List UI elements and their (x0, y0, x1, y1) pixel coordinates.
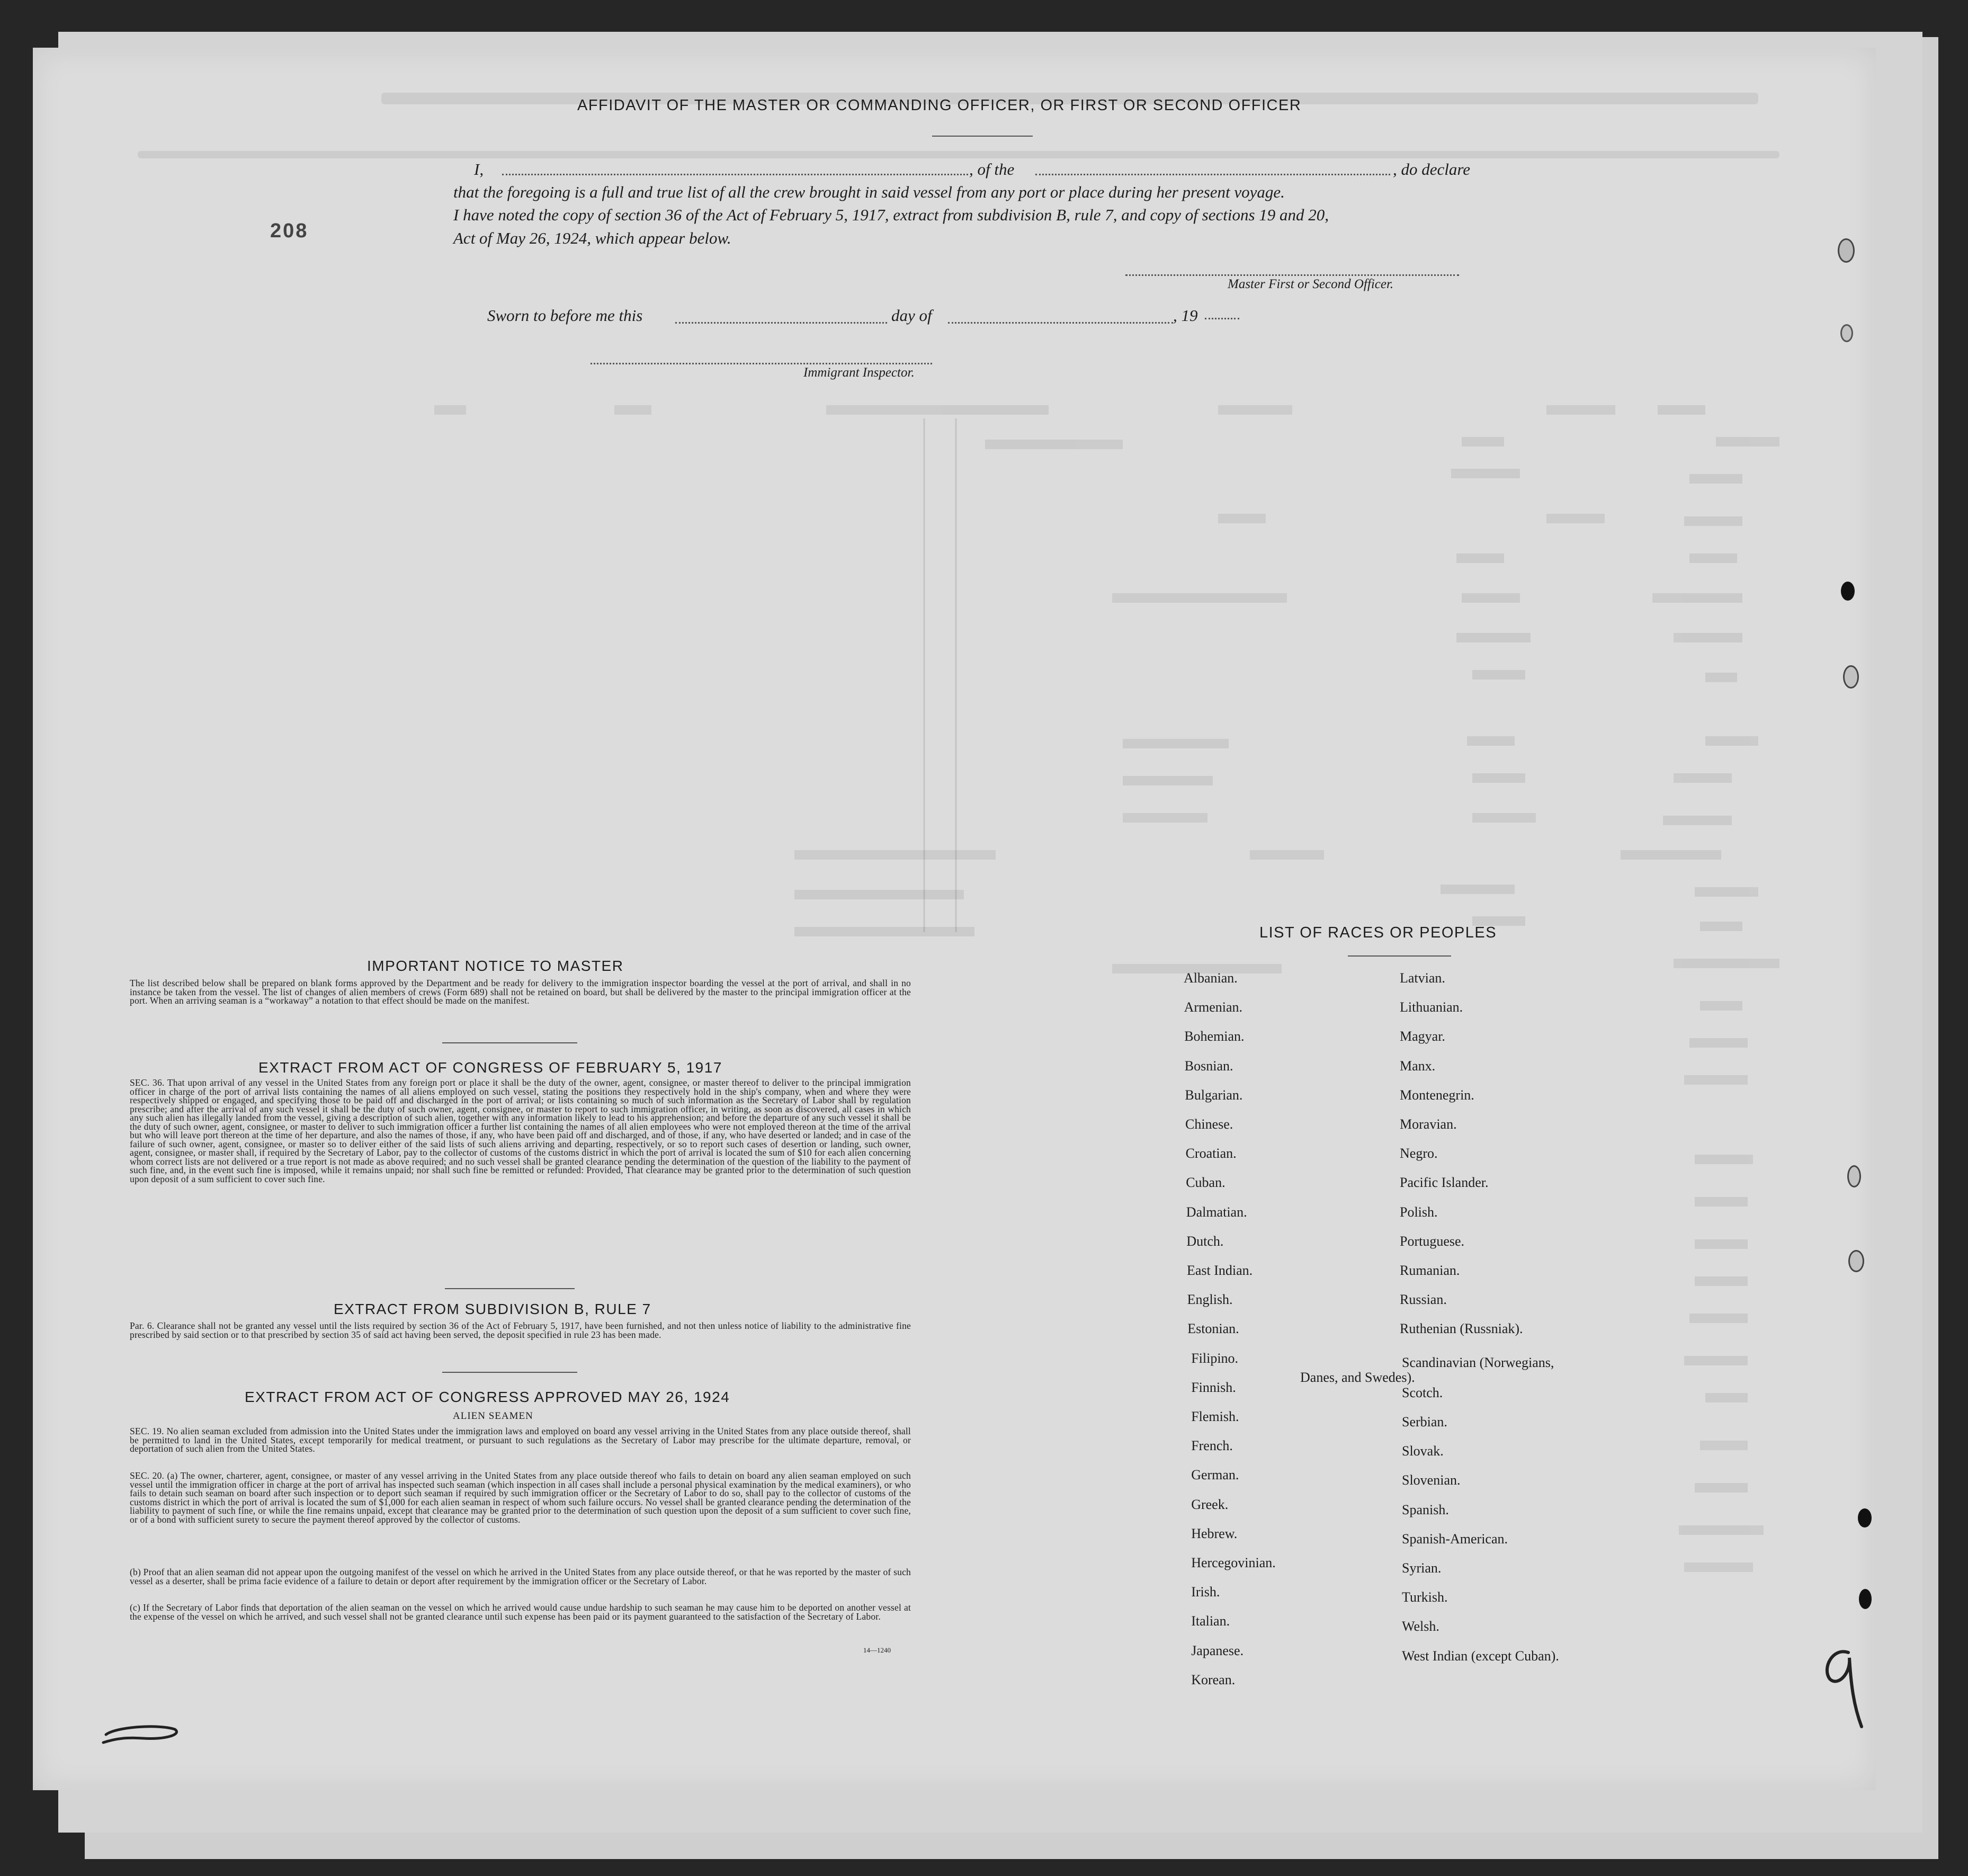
affidavit-i: I, (474, 160, 484, 178)
race-item: Croatian. (1185, 1146, 1237, 1161)
notice-text: The list described below shall be prepared on blank forms approved by the Department and be ready for delivery to the immigration inspector boarding the vessel at the port of arrival, and shall in no instance be taken from the vessel. The list of changes of alien members of crews (Form 689) shall not be retained on board, but shall be delivered by the master to the principal immigration officer at the port. When an arriving seaman is a “workaway” a notation to that effect should be made on the manifest. (130, 978, 911, 1006)
race-item: Greek. (1191, 1497, 1229, 1512)
race-item: Hercegovinian. (1191, 1555, 1276, 1570)
punch-hole (1848, 1250, 1864, 1272)
punch-hole (1847, 1165, 1861, 1187)
race-item: Hebrew. (1191, 1526, 1238, 1541)
punch-hole (1843, 665, 1859, 689)
inspector-label: Immigrant Inspector. (803, 365, 915, 380)
race-item: English. (1187, 1292, 1233, 1307)
race-item: Turkish. (1402, 1589, 1448, 1605)
handwritten-numeral (1811, 1637, 1875, 1737)
race-item: Slovenian. (1402, 1472, 1461, 1488)
punch-hole (1859, 1589, 1872, 1609)
sworn-year: , 19 (1173, 306, 1198, 325)
rule-7-title: EXTRACT FROM SUBDIVISION B, RULE 7 (334, 1301, 651, 1317)
sworn-month-blank (948, 322, 1173, 324)
sworn-text: Sworn to before me this (487, 306, 643, 325)
race-item: Armenian. (1184, 999, 1243, 1015)
signature-label: Master First or Second Officer. (1228, 277, 1394, 291)
notice-title: IMPORTANT NOTICE TO MASTER (367, 958, 624, 974)
race-item: Bulgarian. (1185, 1087, 1243, 1103)
race-item: Latvian. (1400, 970, 1445, 986)
race-item: Rumanian. (1400, 1263, 1460, 1278)
race-item: Manx. (1400, 1058, 1436, 1074)
handwritten-mark (95, 1705, 185, 1753)
extract-1917-title: EXTRACT FROM ACT OF CONGRESS OF FEBRUARY 5, 1917 (258, 1059, 722, 1076)
affidavit-of-the: , of the (969, 160, 1015, 178)
race-item: Korean. (1191, 1672, 1236, 1687)
races-title: LIST OF RACES OR PEOPLES (1259, 924, 1497, 941)
race-item: Dalmatian. (1186, 1204, 1247, 1220)
affidavit-do-declare: , do declare (1393, 160, 1471, 178)
affidavit-title: AFFIDAVIT OF THE MASTER OR COMMANDING OFFICER, OR FIRST OR SECOND OFFICER (577, 97, 1302, 114)
race-item: Negro. (1400, 1146, 1438, 1161)
name-blank-line (502, 174, 968, 175)
sec-20b-text: (b) Proof that an alien seaman did not appear upon the outgoing manifest of the vessel on which he arrived in the United States from any place outside thereof, or that he was reported by the master of such vessel as a deserter, shall be prima facie evidence of a failure to detain or deport after requirement by the immigration officer or the Secretary of Labor. (130, 1567, 911, 1586)
race-item: Flemish. (1191, 1409, 1239, 1424)
race-item: East Indian. (1187, 1263, 1253, 1278)
divider (442, 1042, 577, 1043)
punch-hole (1840, 324, 1853, 342)
race-item: Estonian. (1187, 1321, 1239, 1336)
race-item: Cuban. (1186, 1175, 1225, 1190)
race-item: Albanian. (1184, 970, 1238, 986)
punch-hole (1841, 582, 1855, 601)
race-item: Irish. (1191, 1584, 1220, 1600)
race-item: Pacific Islander. (1400, 1175, 1489, 1190)
race-item: Magyar. (1400, 1029, 1445, 1044)
stamp-number: 208 (270, 220, 309, 242)
race-item: Syrian. (1402, 1560, 1442, 1576)
race-item: Welsh. (1402, 1619, 1439, 1634)
race-item: Ruthenian (Russniak). (1400, 1321, 1523, 1336)
race-item: Japanese. (1191, 1643, 1244, 1658)
race-item: Italian. (1191, 1613, 1230, 1629)
race-item: Filipino. (1191, 1351, 1239, 1366)
race-item: Lithuanian. (1400, 999, 1463, 1015)
race-item: Slovak. (1402, 1443, 1444, 1459)
affidavit-line-4: Act of May 26, 1924, which appear below. (453, 229, 731, 247)
sec-20a-text: SEC. 20. (a) The owner, charterer, agent, consignee, or master of any vessel arriving in the United States from any place outside thereof who fails to detain on board any alien seaman employed on such vessel until the immigration officer in charge at the port of arrival has inspected such seaman (which inspection in all cases shall include a personal physical examination by the medical examiners), or who fails to detain such seaman on board after such inspection or to deport such seaman if required by such immigration officer or the Secretary of Labor to do so, shall pay to the collector of customs of the customs district in which the port of arrival is located the sum of $1,000 for each alien seaman in respect of whom such failure occurs. No vessel shall be granted clearance pending the determination of the liability to payment of such fine, or while the fine remains unpaid, except that clearance may be granted prior to the determination of such question upon the deposit of a sum sufficient to cover such fine, or of a bond with sufficient surety to secure the payment thereof approved by the collector of customs. (130, 1470, 911, 1525)
extract-1917-text: SEC. 36. That upon arrival of any vessel in the United States from any foreign port or place it shall be the duty of the owner, agent, consignee, or master thereof to deliver to the principal immigration officer in charge of the port of arrival lists containing the names of all aliens employed on such vessel, stating the positions they respectively hold in the ship's company, when and where they were respectively shipped or engaged, and specifying those to be paid off and discharged in the port of arrival; or lists containing so much of such information as the Secretary of Labor shall by regulation prescribe; and after the arrival of any such vessel it shall be the duty of such owner, agent, consignee, or master to report to such immigration officer, in writing, as soon as discovered, all cases in which any such alien has illegally landed from the vessel, giving a description of such alien, together with any information likely to lead to his apprehension; and before the departure of any such vessel it shall be the duty of such owner, agent, consignee, or master to deliver to such immigration officer a further list containing the names of all alien employees who were not employed thereon at the time of the arrival but who will leave port thereon at the time of her departure, and also the names of those, if any, who have been paid off and discharged, and of those, if any, who have deserted or landed; and in case of the failure of such owner, agent, consignee, or master so to deliver either of the said lists of such aliens arriving and departing, respectively, or so to report such cases of desertion or landing, such owner, agent, consignee, or master shall, if required by the Secretary of Labor, pay to the collector of customs of the customs district in which the port of arrival is located the sum of $10 for each alien concerning whom correct lists are not delivered or a true report is not made as above required; and no such vessel shall be granted clearance pending the determination of the question of the liability to the payment of such fine, and, in the event such fine is imposed, while it remains unpaid; nor shall such fine be remitted or refunded: Provided, That clearance may be granted prior to the determination of such question upon deposit of a sum sufficient to cover such fine. (130, 1077, 911, 1184)
race-item: Polish. (1400, 1204, 1438, 1220)
affidavit-line-3: I have noted the copy of section 36 of the Act of February 5, 1917, extract from subdivision B, rule 7, and copy of sections 19 and 20, (453, 206, 1329, 224)
race-item: French. (1191, 1438, 1233, 1453)
race-item: Bosnian. (1184, 1058, 1233, 1074)
extract-1924-title: EXTRACT FROM ACT OF CONGRESS APPROVED MAY 26, 1924 (245, 1389, 730, 1405)
form-number: 14—1240 (863, 1646, 891, 1654)
sworn-year-blank (1205, 318, 1239, 319)
vessel-blank-line (1035, 174, 1390, 175)
race-item: Moravian. (1400, 1116, 1457, 1132)
sec-20c-text: (c) If the Secretary of Labor finds that deportation of the alien seaman on the vessel on which he arrived would cause undue hardship to such seaman he may cause him to be deported on another vessel at the expense of the vessel on which he arrived, and such vessel shall not be granted clearance until such expense has been paid or its payment guaranteed to the satisfaction of the Secretary of Labor. (130, 1602, 911, 1622)
sworn-day-blank (675, 322, 887, 324)
race-item: West Indian (except Cuban). (1402, 1648, 1559, 1664)
race-item: German. (1191, 1467, 1239, 1482)
signature-blank-line (1125, 274, 1459, 276)
race-item: Spanish. (1402, 1502, 1449, 1517)
race-item: Spanish-American. (1402, 1531, 1508, 1547)
race-item: Chinese. (1185, 1116, 1233, 1132)
race-item: Dutch. (1186, 1234, 1224, 1249)
race-item: Montenegrin. (1400, 1087, 1474, 1103)
rule-7-text: Par. 6. Clearance shall not be granted any vessel until the lists required by section 36 of the Act of February 5, 1917, have been furnished, and not then unless notice of liability to the administrative fine prescribed by said section or to that prescribed by section 35 of said act having been served, the deposit specified in rule 23 has been made. (130, 1320, 911, 1340)
race-item: Serbian. (1402, 1414, 1447, 1430)
sworn-day-of: day of (891, 306, 932, 325)
race-item: Scandinavian (Norwegians, (1402, 1355, 1554, 1370)
title-underline (932, 136, 1033, 137)
punch-hole (1858, 1508, 1872, 1527)
race-item: Bohemian. (1184, 1029, 1245, 1044)
sec-19-text: SEC. 19. No alien seaman excluded from admission into the United States under the immigration laws and employed on board any vessel arriving in the United States from any place outside thereof, shall be permitted to land in the United States, except temporarily for medical treatment, or pursuant to such regulations as the Secretary of Labor may prescribe for the ultimate departure, removal, or deportation of such alien from the United States. (130, 1426, 911, 1454)
race-item: Scotch. (1402, 1385, 1443, 1400)
divider (442, 1372, 577, 1373)
race-item: Danes, and Swedes). (1300, 1370, 1415, 1385)
affidavit-line-2: that the foregoing is a full and true list of all the crew brought in said vessel from any port or place during her present voyage. (453, 183, 1285, 201)
race-item: Portuguese. (1400, 1234, 1465, 1249)
divider (445, 1288, 575, 1289)
race-item: Finnish. (1191, 1380, 1236, 1395)
alien-seamen-subtitle: ALIEN SEAMEN (453, 1410, 533, 1422)
divider (1348, 955, 1451, 957)
punch-hole (1838, 238, 1855, 263)
race-item: Russian. (1400, 1292, 1447, 1307)
inspector-blank-line (591, 363, 932, 364)
